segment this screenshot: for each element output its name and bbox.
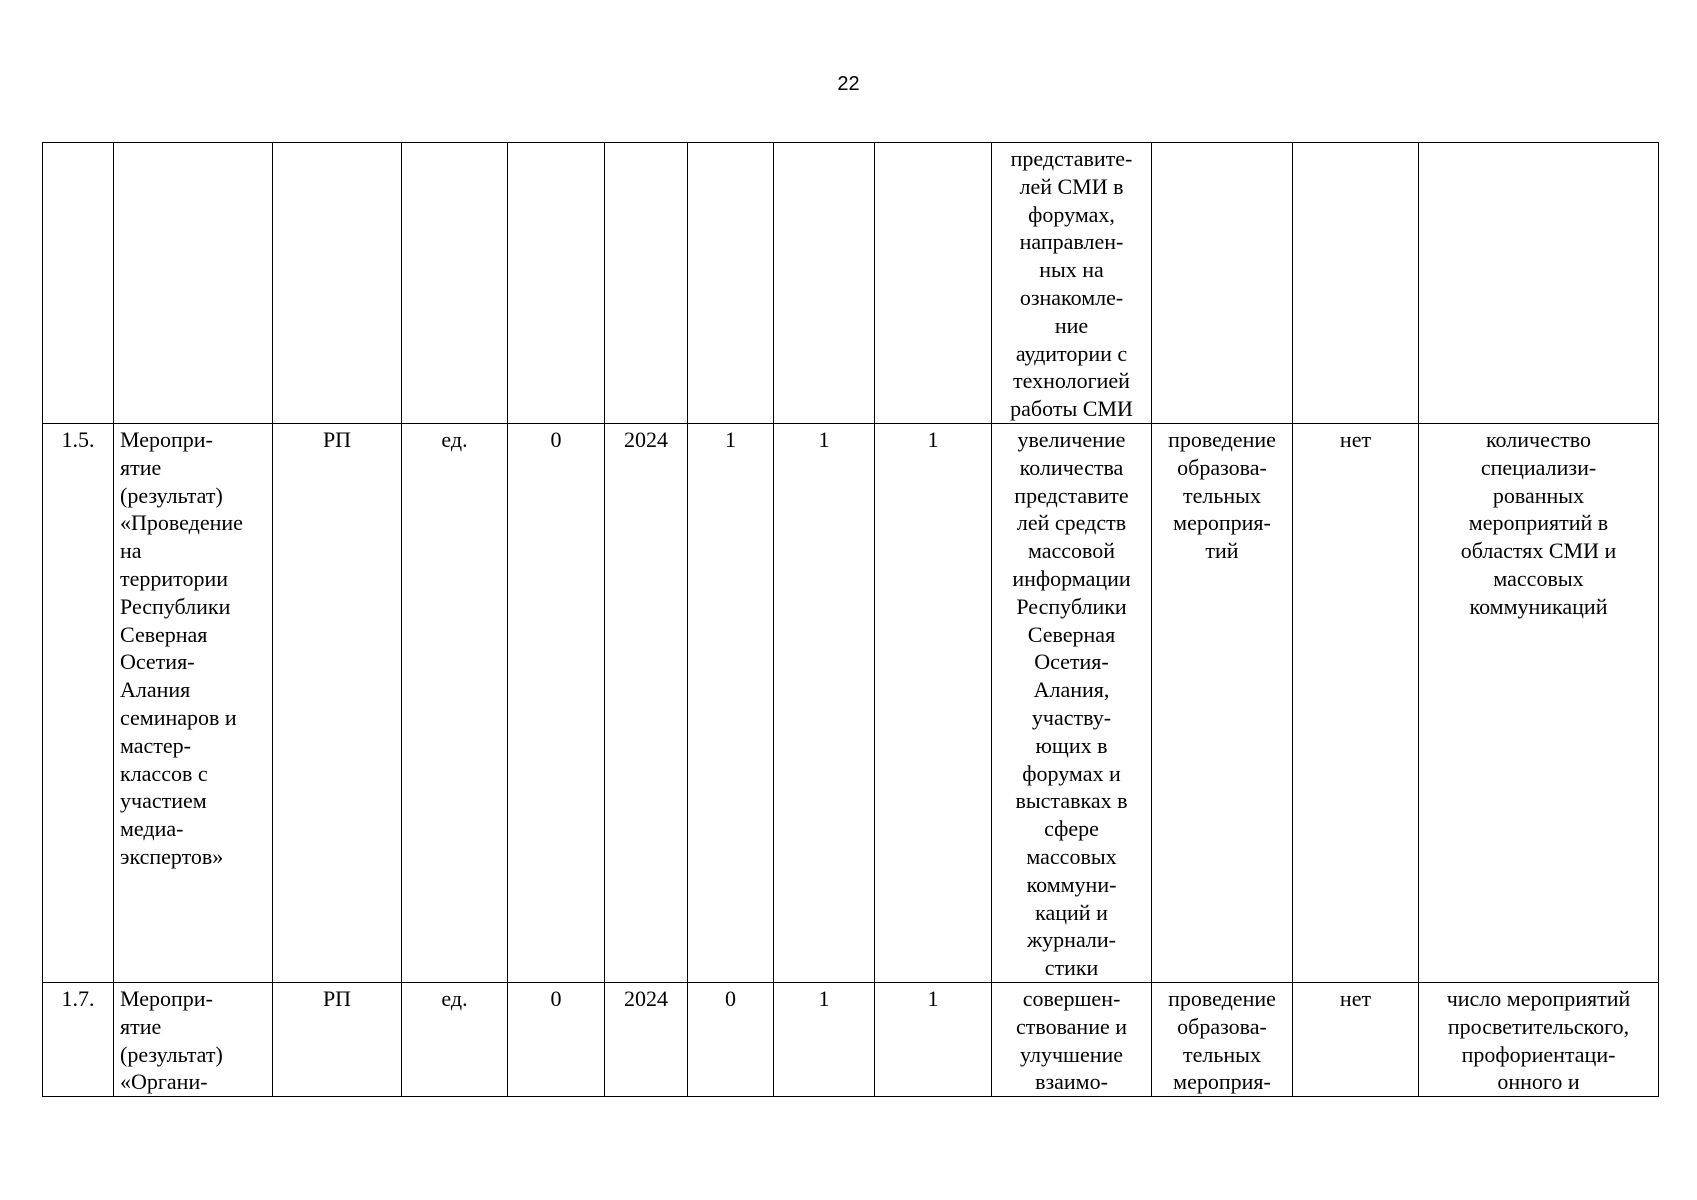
cell-base-year: 2024 bbox=[605, 423, 688, 982]
cell-flag: нет bbox=[1293, 423, 1419, 982]
cell-value-3: 1 bbox=[875, 423, 992, 982]
cell-flag bbox=[1293, 143, 1419, 424]
cell-effect: совершен- ствование и улучшение взаимо- bbox=[992, 982, 1152, 1096]
cell-value-1 bbox=[688, 143, 774, 424]
cell-name bbox=[114, 143, 273, 424]
cell-value-2: 1 bbox=[774, 982, 875, 1096]
cell-value-2 bbox=[774, 143, 875, 424]
cell-base-year: 2024 bbox=[605, 982, 688, 1096]
cell-name: Меропри- ятие (результат) «Проведение на территории Республики Северная Осетия- Алания семинаров и мастер- классов с участием медиа- экспертов» bbox=[114, 423, 273, 982]
cell-characteristic bbox=[1419, 143, 1659, 424]
cell-value-1: 1 bbox=[688, 423, 774, 982]
cell-unit: ед. bbox=[402, 423, 508, 982]
cell-unit: ед. bbox=[402, 982, 508, 1096]
cell-base-value: 0 bbox=[508, 423, 605, 982]
cell-type: проведение образова- тельных мероприя- тий bbox=[1152, 423, 1293, 982]
cell-effect: представите- лей СМИ в форумах, направлен- ных на ознакомле- ние аудитории с технологией работы СМИ bbox=[992, 143, 1152, 424]
cell-number bbox=[43, 143, 114, 424]
cell-base-value bbox=[508, 143, 605, 424]
cell-value-3 bbox=[875, 143, 992, 424]
cell-unit bbox=[402, 143, 508, 424]
cell-flag: нет bbox=[1293, 982, 1419, 1096]
cell-level: РП bbox=[273, 982, 402, 1096]
cell-level bbox=[273, 143, 402, 424]
cell-number: 1.7. bbox=[43, 982, 114, 1096]
cell-base-year bbox=[605, 143, 688, 424]
cell-characteristic: количество специализи- рованных мероприятий в областях СМИ и массовых коммуникаций bbox=[1419, 423, 1659, 982]
page-number: 22 bbox=[837, 73, 860, 95]
cell-value-2: 1 bbox=[774, 423, 875, 982]
cell-name: Меропри- ятие (результат) «Органи- bbox=[114, 982, 273, 1096]
table-row bbox=[43, 423, 1659, 982]
cell-value-3: 1 bbox=[875, 982, 992, 1096]
cell-base-value: 0 bbox=[508, 982, 605, 1096]
table-row bbox=[43, 143, 1659, 424]
cell-value-1: 0 bbox=[688, 982, 774, 1096]
cell-characteristic: число мероприятий просветительского, профориентаци- онного и bbox=[1419, 982, 1659, 1096]
cell-type bbox=[1152, 143, 1293, 424]
measures-table bbox=[42, 142, 1659, 1097]
cell-type: проведение образова- тельных мероприя- bbox=[1152, 982, 1293, 1096]
cell-number: 1.5. bbox=[43, 423, 114, 982]
cell-level: РП bbox=[273, 423, 402, 982]
table-row bbox=[43, 982, 1659, 1096]
cell-effect: увеличение количества представите лей средств массовой информации Республики Северная Осетия- Алания, участву- ющих в форумах и выставках в сфере массовых коммуни- каций и журнали- стики bbox=[992, 423, 1152, 982]
